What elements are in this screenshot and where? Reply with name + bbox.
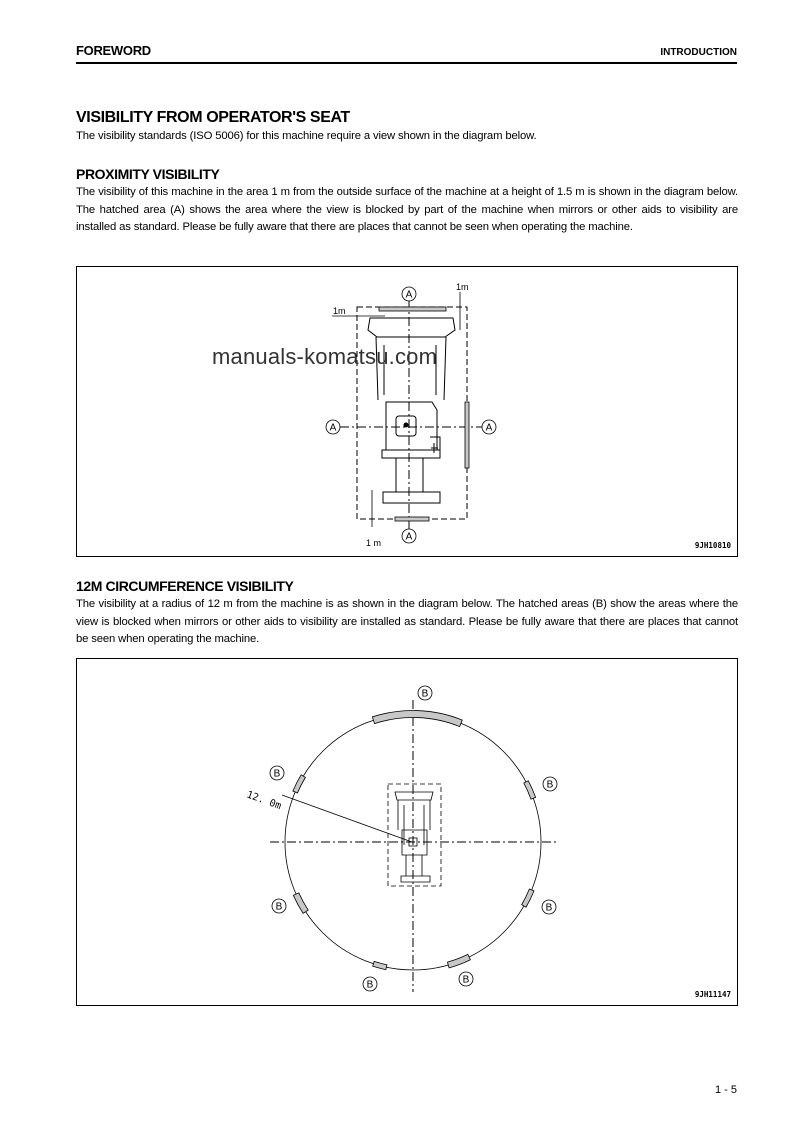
blocked-area-right (465, 402, 469, 468)
blocked-area-6 (373, 961, 387, 969)
running-header-chapter: INTRODUCTION (660, 47, 737, 58)
figure-code: 9JH11147 (694, 990, 731, 999)
page-number: 1 - 5 (714, 1084, 737, 1096)
section-intro: The visibility standards (ISO 5006) for this machine require a view shown in the diagram below. (76, 130, 537, 142)
blocked-area-3 (524, 781, 536, 799)
seat-center (404, 423, 409, 428)
blocked-area-front (379, 307, 446, 311)
running-header-section: FOREWORD (76, 43, 151, 58)
proximity-title: PROXIMITY VISIBILITY (76, 166, 220, 182)
label-a-front: A (405, 289, 413, 301)
label-b-6: B (366, 979, 374, 991)
proximity-text: The visibility of this machine in the area 1 m from the outside surface of the machine at a height of 1.5 m is shown in the diagram below. The hatched area (A) shows the area where the view is blocked by part of the machine when mirrors or other aids to visibility are installed as standard. Please be fully aware that there are places that cannot be seen when operating the machine. (76, 186, 738, 234)
1m-boundary (357, 307, 467, 519)
figure-code: 9JH10810 (694, 541, 731, 550)
label-b-7: B (462, 974, 470, 986)
blocked-area-2 (293, 775, 306, 793)
blocked-area-1 (372, 711, 462, 727)
bucket (368, 318, 455, 337)
header-rule (76, 62, 737, 64)
label-a-left: A (329, 422, 337, 434)
blocked-area-rear (395, 517, 429, 521)
dim-label-left: 1m (333, 306, 346, 316)
label-b-2: B (273, 768, 281, 780)
cab-body (386, 402, 437, 450)
radius-line (282, 795, 412, 842)
rear-counterweight (383, 458, 440, 503)
label-b-3: B (546, 779, 554, 791)
section-title: VISIBILITY FROM OPERATOR'S SEAT (76, 109, 350, 126)
proximity-diagram (77, 267, 737, 556)
label-a-rear: A (405, 531, 413, 543)
diagram-group (326, 282, 496, 548)
diagram-group (245, 686, 558, 992)
frame (382, 450, 440, 458)
dim-label-bottom: 1 m (366, 538, 382, 548)
radius-label: 12. 0m (244, 789, 283, 813)
label-b-1: B (421, 688, 429, 700)
circumference-title: 12M CIRCUMFERENCE VISIBILITY (76, 578, 294, 594)
proximity-figure (76, 266, 738, 557)
circumference-text: The visibility at a radius of 12 m from the machine is as shown in the diagram below. The hatched areas (B) show the areas where the view is blocked when mirrors or other aids to visibility are installed as standard. Please be fully aware that there are places that cannot be seen when operating the machine. (76, 598, 738, 646)
blocked-area-7 (447, 954, 470, 968)
dim-label-top: 1m (456, 282, 469, 292)
label-a-right: A (485, 422, 493, 434)
blocked-area-4 (293, 893, 308, 914)
watermark: manuals-komatsu.com (212, 344, 438, 369)
circumference-figure (76, 658, 738, 1006)
circumference-diagram (77, 659, 737, 1005)
side-step (430, 437, 440, 458)
label-b-5: B (545, 902, 553, 914)
blocked-area-5 (522, 889, 534, 907)
label-b-4: B (275, 901, 283, 913)
machine-boundary (388, 784, 441, 886)
